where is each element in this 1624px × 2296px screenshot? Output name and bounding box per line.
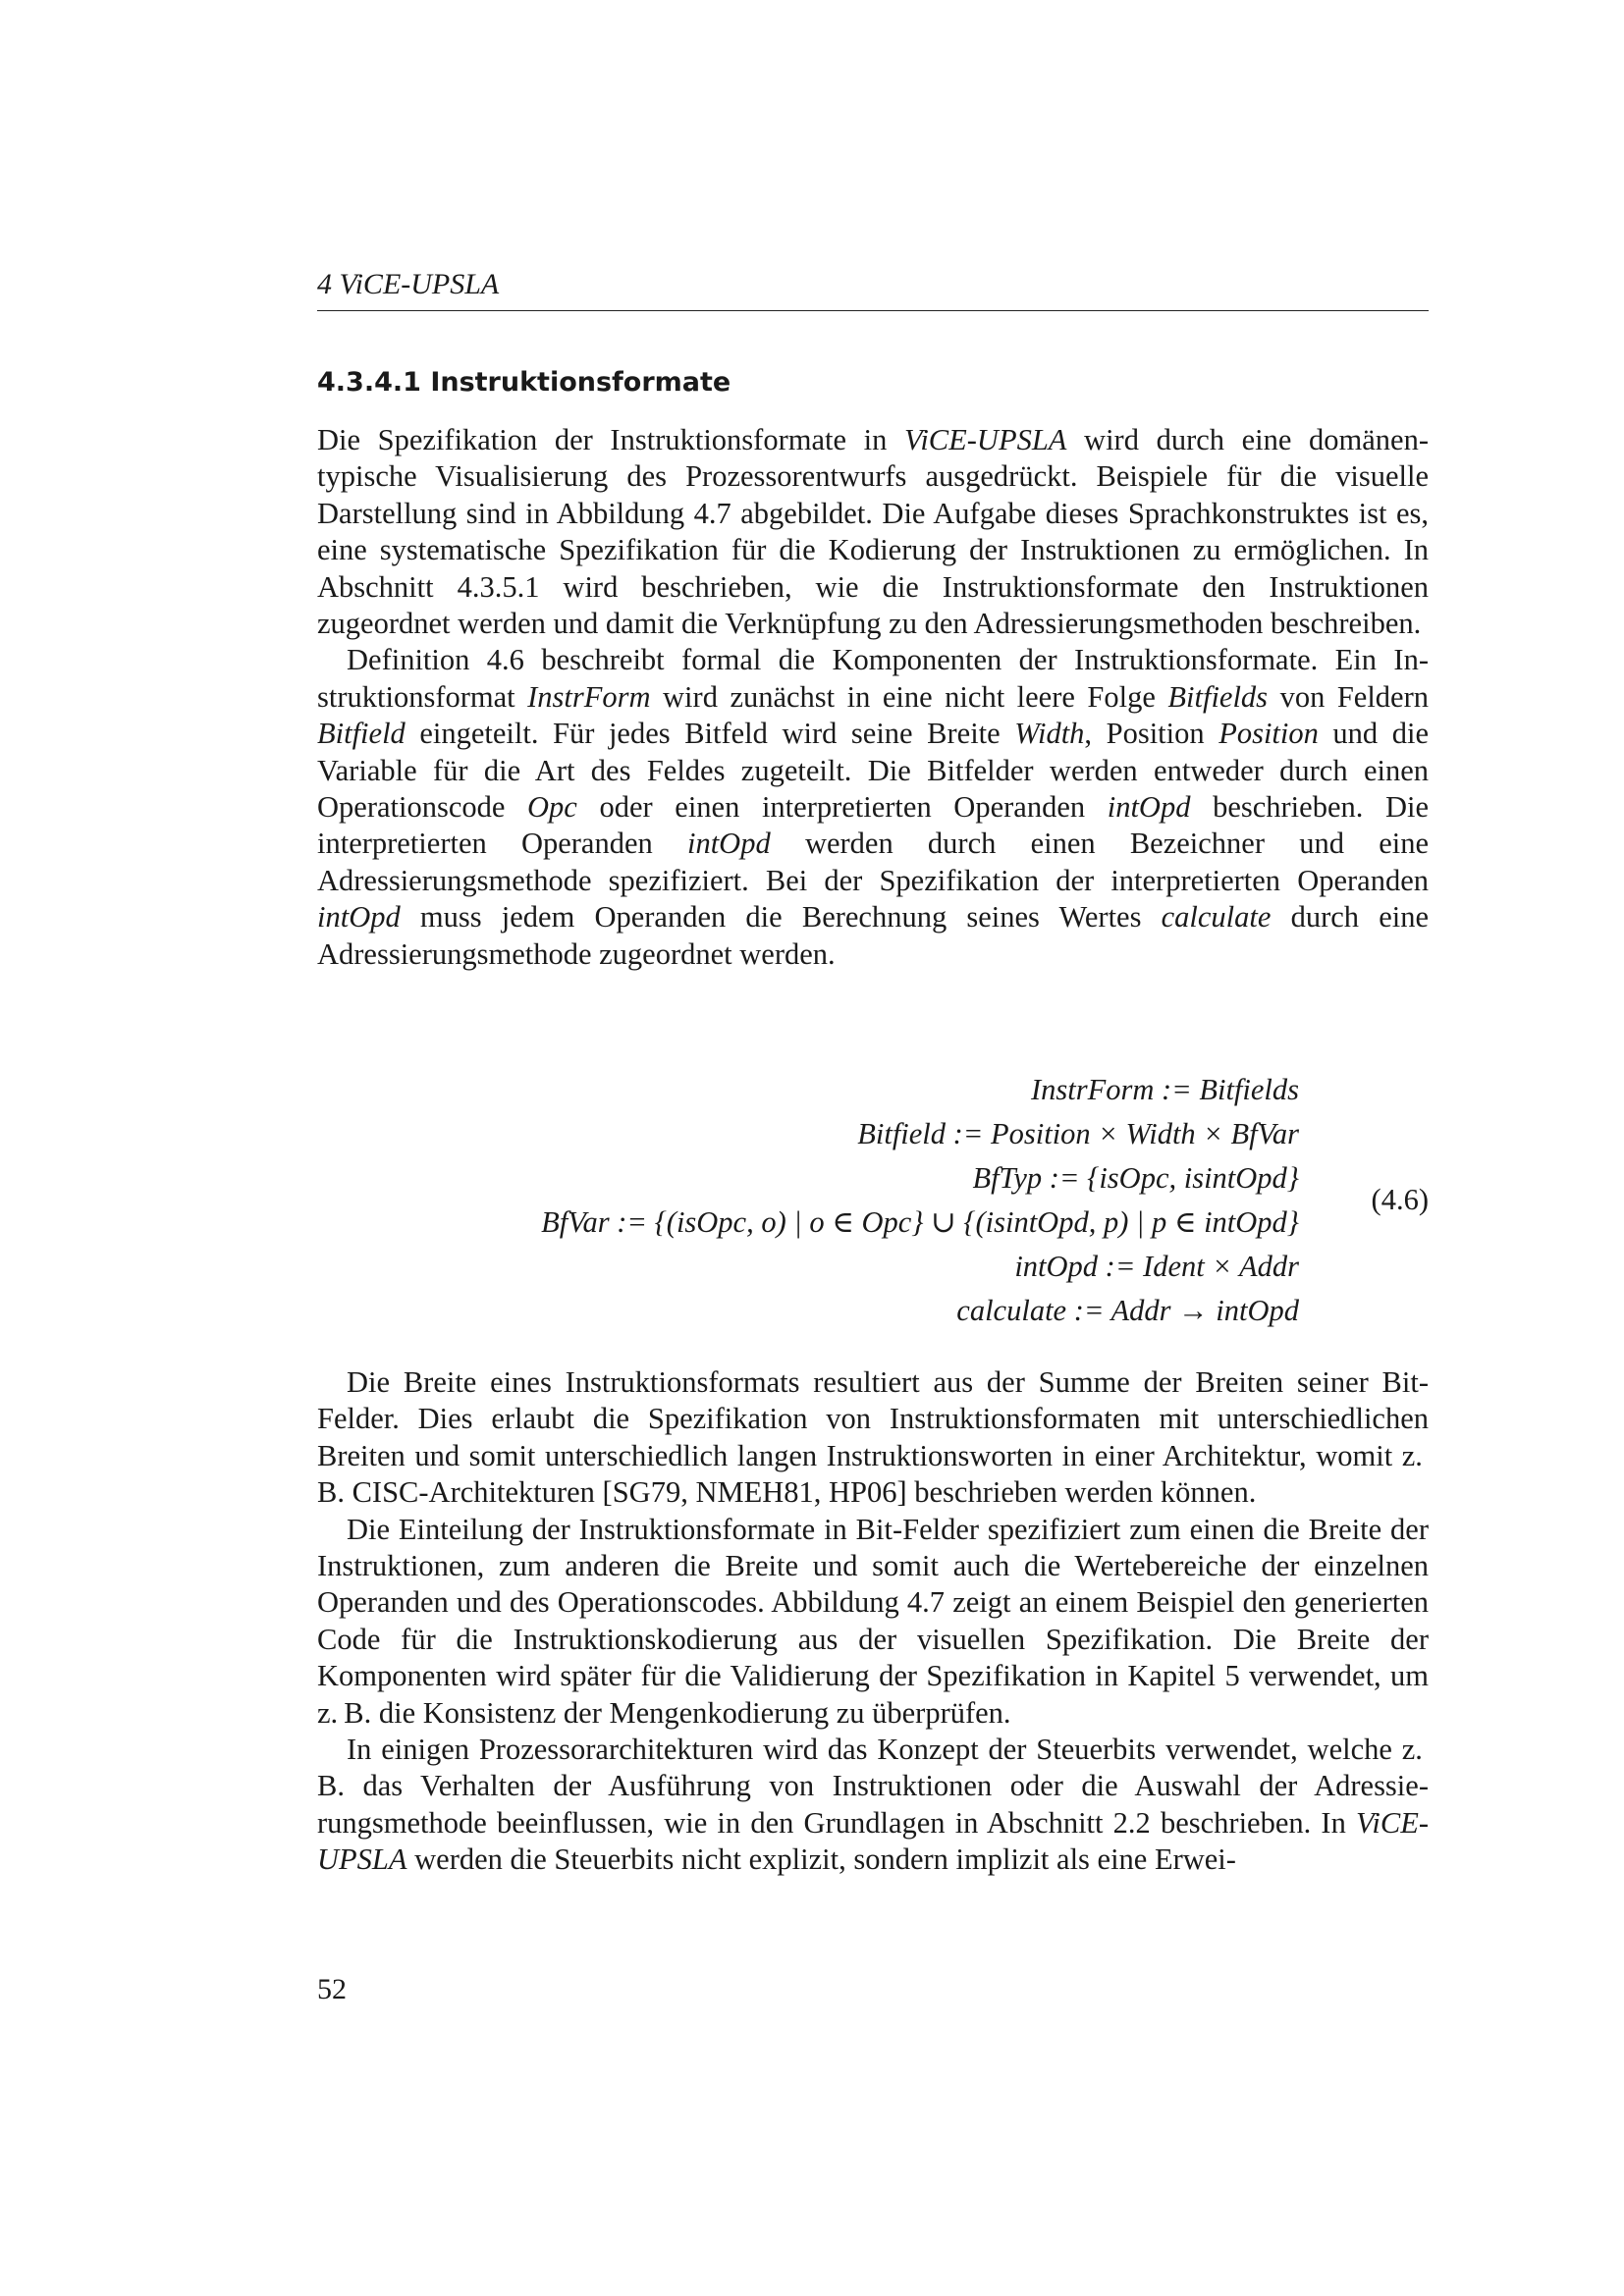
text-run: werden die Steuerbits nicht explizit, sondern implizit als eine Erwei- <box>406 1842 1236 1877</box>
emphasis-run: Position <box>1218 717 1319 751</box>
equation-line: InstrForm := Bitfields <box>1030 1073 1299 1106</box>
equation-line: BfVar := {(isOpc, o) | o ∈ Opc} ∪ {(isintOpd, p) | p ∈ intOpd} <box>541 1205 1299 1239</box>
text-run: Definition 4.6 beschreibt formal die Komponenten der Instruktionsformate. Ein Instruktionsformat <box>317 643 1429 714</box>
equation-4-6 <box>317 1070 1429 1335</box>
equation-line: calculate := Addr → intOpd <box>956 1294 1299 1327</box>
text-run: und die Variable für die Art des Feldes zugeteilt. Die Bitfelder werden entweder durch einen Operationscode <box>317 717 1429 825</box>
text-block-upper <box>317 422 1429 973</box>
text-run: von Feldern <box>1268 679 1429 714</box>
emphasis-run: Bitfields <box>1167 679 1269 714</box>
text-run: muss jedem Operanden die Berechnung seines Wertes <box>400 900 1162 934</box>
equation-line: BfTyp := {isOpc, isintOpd} <box>972 1161 1299 1195</box>
text-run: Die Spezifikation der Instruktionsformate in <box>317 423 904 456</box>
text-run: oder einen interpretierten Operanden <box>576 790 1108 825</box>
page-number: 52 <box>317 1973 347 2005</box>
text-run: wird zunächst in eine nicht leere Folge <box>650 679 1168 714</box>
emphasis-run: Width <box>1014 717 1085 751</box>
text-run: beschrieben. Die interpretierten Operanden <box>317 790 1430 861</box>
paragraph-2 <box>317 642 1429 973</box>
equation-number: (4.6) <box>1371 1183 1429 1216</box>
paragraph-4: Die Einteilung der Instruktionsformate in Bit-Felder spezifiziert zum einen die Breite der Instruktionen, zum anderen die Breite und somit auch die Wertebereiche der einzelnen Operanden und des Operationscodes. Abbildung 4.7 zeigt an einem Beispiel den generierten Code für die Instruktionskodierung aus der visuellen Spezifikation. Die Breite der Komponenten wird später für die Validierung der Spezifikation in Kapitel 5 verwendet, um z. B. die Konsistenz der Mengenkodierung zu überprüfen. <box>317 1512 1429 1730</box>
emphasis-run: ViCE-UPSLA <box>317 1805 1429 1877</box>
text-run: , Position <box>1084 717 1219 751</box>
emphasis-run: intOpd <box>1107 790 1191 825</box>
emphasis-run: ViCE-UPSLA <box>903 423 1067 456</box>
text-run: eingeteilt. Für jedes Bitfeld wird seine Breite <box>405 717 1015 751</box>
emphasis-run: intOpd <box>686 827 771 861</box>
paragraph-3: Die Breite eines Instruktionsformats resultiert aus der Summe der Breiten seiner Bit-Felder. Dies erlaubt die Spezifikation von Instruktionsformaten mit unterschiedlichen Breiten und somit unterschiedlich langen Instruktionsworten in einer Architektur, womit z. B. CISC-Architekturen [SG79, NMEH81, HP06] beschrieben werden können. <box>317 1365 1429 1510</box>
text-run: durch eine Adressierungsmethode zugeordnet werden. <box>317 900 1429 971</box>
paragraph-1 <box>317 422 1429 642</box>
emphasis-run: InstrForm <box>527 679 651 714</box>
section-heading: 4.3.4.1 Instruktionsformate <box>317 367 731 398</box>
equation-line: intOpd := Ident × Addr <box>1014 1250 1299 1283</box>
paragraph-5 <box>317 1732 1429 1879</box>
emphasis-run: calculate <box>1161 900 1272 934</box>
emphasis-run: Opc <box>527 790 577 825</box>
text-run: wird durch eine domänentypische Visualisierung des Prozessorentwurfs ausgedrückt. Beispiele für die visuelle Darstellung sind in Abbildung 4.7 abgebildet. Die Aufgabe dieses Sprachkonstruktes ist es, eine systematische Spezifikation für die Kodierung der Instruktionen zu ermöglichen. In Abschnitt 4.3.5.1 wird beschrieben, wie die Instruktionsformate den Instruktionen zugeordnet werden und damit die Verknüpfung zu den Adressierungsmethoden beschreiben. <box>317 423 1429 641</box>
emphasis-run: Bitfield <box>317 717 406 751</box>
text-run: werden durch einen Bezeichner und eine Adressierungsmethode spezifiziert. Bei der Spezifikation der interpretierten Operanden <box>317 827 1429 897</box>
emphasis-run: intOpd <box>317 900 401 934</box>
text-block-lower <box>317 1364 1429 1879</box>
equation-line: Bitfield := Position × Width × BfVar <box>857 1117 1299 1150</box>
running-header: 4 ViCE-UPSLA <box>317 267 1429 311</box>
text-run: In einigen Prozessorarchitekturen wird das Konzept der Steuerbits verwendet, welche z. B. das Verhalten der Ausführung von Instruktionen oder die Auswahl der Adressierungsmethode beeinflussen, wie in den Grundlagen in Abschnitt 2.2 beschrieben. In <box>317 1733 1429 1840</box>
